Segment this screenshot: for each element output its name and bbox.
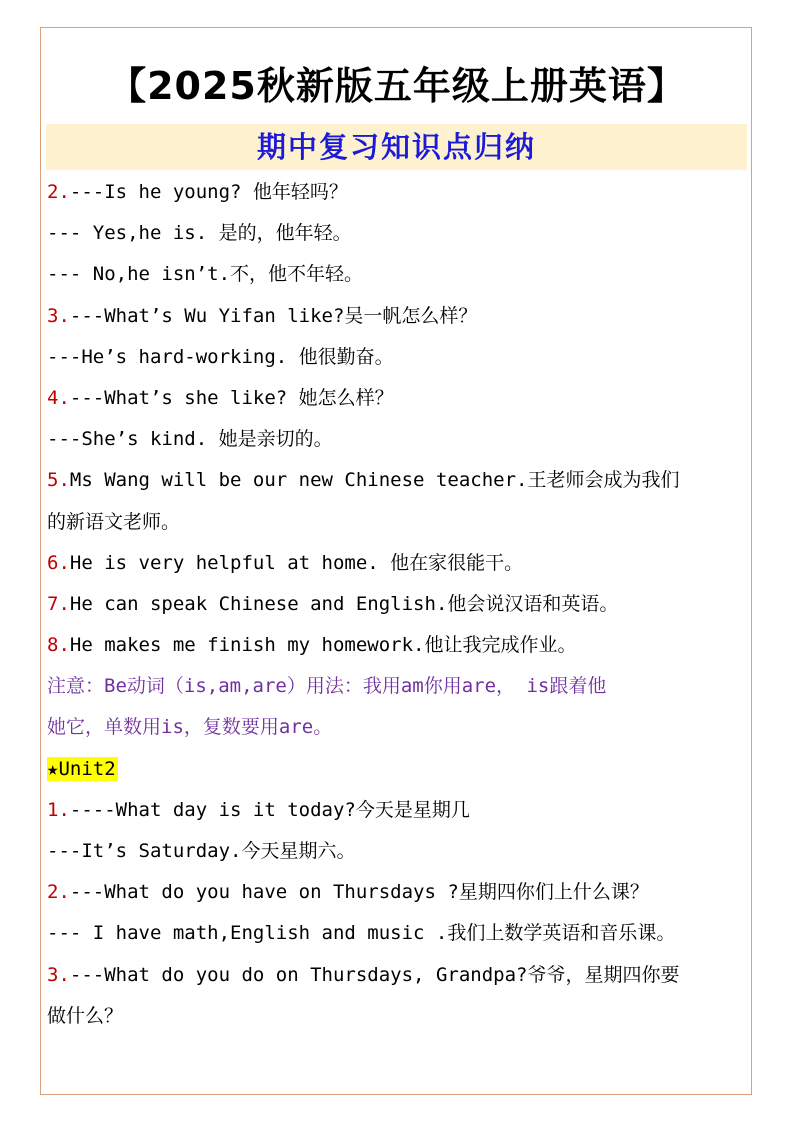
list-item — [47, 955, 753, 996]
list-item — [47, 460, 753, 501]
item-number: 2. — [47, 181, 70, 203]
item-text: ----What day is it today?今天是星期几 — [69, 798, 470, 821]
item-text: ---She’s kind. 她是亲切的。 — [47, 428, 333, 451]
item-number: 6. — [47, 551, 70, 574]
list-item — [47, 584, 753, 625]
item-text: --- No,he isn’t.不，他不年轻。 — [47, 263, 364, 286]
item-text: He can speak Chinese and English.他会说汉语和英语。 — [69, 592, 619, 615]
item-text: He makes me finish my homework.他让我完成作业。 — [69, 634, 577, 657]
item-text: ---What do you have on Thursdays ?星期四你们上什么课？ — [69, 881, 649, 904]
item-text: Ms Wang will be our new Chinese teacher.王老师会成为我们 — [69, 469, 680, 492]
item-number: 3. — [47, 304, 70, 327]
item-text: 做什么？ — [47, 1004, 124, 1027]
list-item — [47, 543, 753, 584]
list-item — [47, 296, 753, 337]
item-text: ---It’s Saturday.今天星期六。 — [47, 840, 356, 862]
item-text: ---He’s hard-working. 他很勤奋。 — [47, 345, 394, 368]
item-text: --- I have math,English and music .我们上数学英语和音乐课。 — [47, 922, 676, 945]
item-text: ---Is he young? 他年轻吗？ — [69, 181, 348, 203]
item-number: 3. — [47, 963, 70, 986]
item-number: 7. — [47, 592, 70, 615]
unit-label: ★Unit2 — [47, 757, 116, 780]
item-text: --- Yes,he is. 是的，他年轻。 — [47, 222, 352, 245]
item-text: He is very helpful at home. 他在家很能干。 — [69, 551, 524, 574]
unit-heading — [47, 749, 753, 790]
item-number: 5. — [47, 469, 70, 492]
list-item — [47, 254, 753, 295]
page-subtitle: 期中复习知识点归纳 — [256, 130, 536, 164]
item-number: 2. — [47, 881, 70, 904]
list-item — [47, 337, 753, 378]
item-text: ---What’s she like? 她怎么样？ — [69, 386, 394, 409]
list-item — [47, 831, 753, 872]
list-item — [47, 872, 753, 913]
list-item — [47, 502, 753, 543]
list-item — [47, 213, 753, 254]
item-number: 4. — [47, 386, 70, 409]
content-body — [47, 172, 753, 1037]
grammar-note: 注意：Be动词（is,am,are）用法：我用am你用are， is跟着他 — [47, 675, 607, 698]
list-item — [47, 913, 753, 954]
list-item — [47, 378, 753, 419]
list-item — [47, 419, 753, 460]
list-item — [47, 790, 753, 831]
item-number: 1. — [47, 798, 70, 821]
page-title: 【2025秋新版五年级上册英语】 — [108, 64, 686, 108]
list-item — [47, 172, 753, 213]
list-item — [47, 625, 753, 666]
item-number: 8. — [47, 634, 70, 657]
item-text: ---What’s Wu Yifan like?吴一帆怎么样？ — [69, 304, 478, 327]
item-text: ---What do you do on Thursdays, Grandpa?爷爷，星期四你要 — [69, 963, 680, 986]
item-text: 的新语文老师。 — [47, 510, 181, 533]
list-item — [47, 996, 753, 1037]
grammar-note: 她它，单数用is，复数要用are。 — [47, 716, 333, 739]
